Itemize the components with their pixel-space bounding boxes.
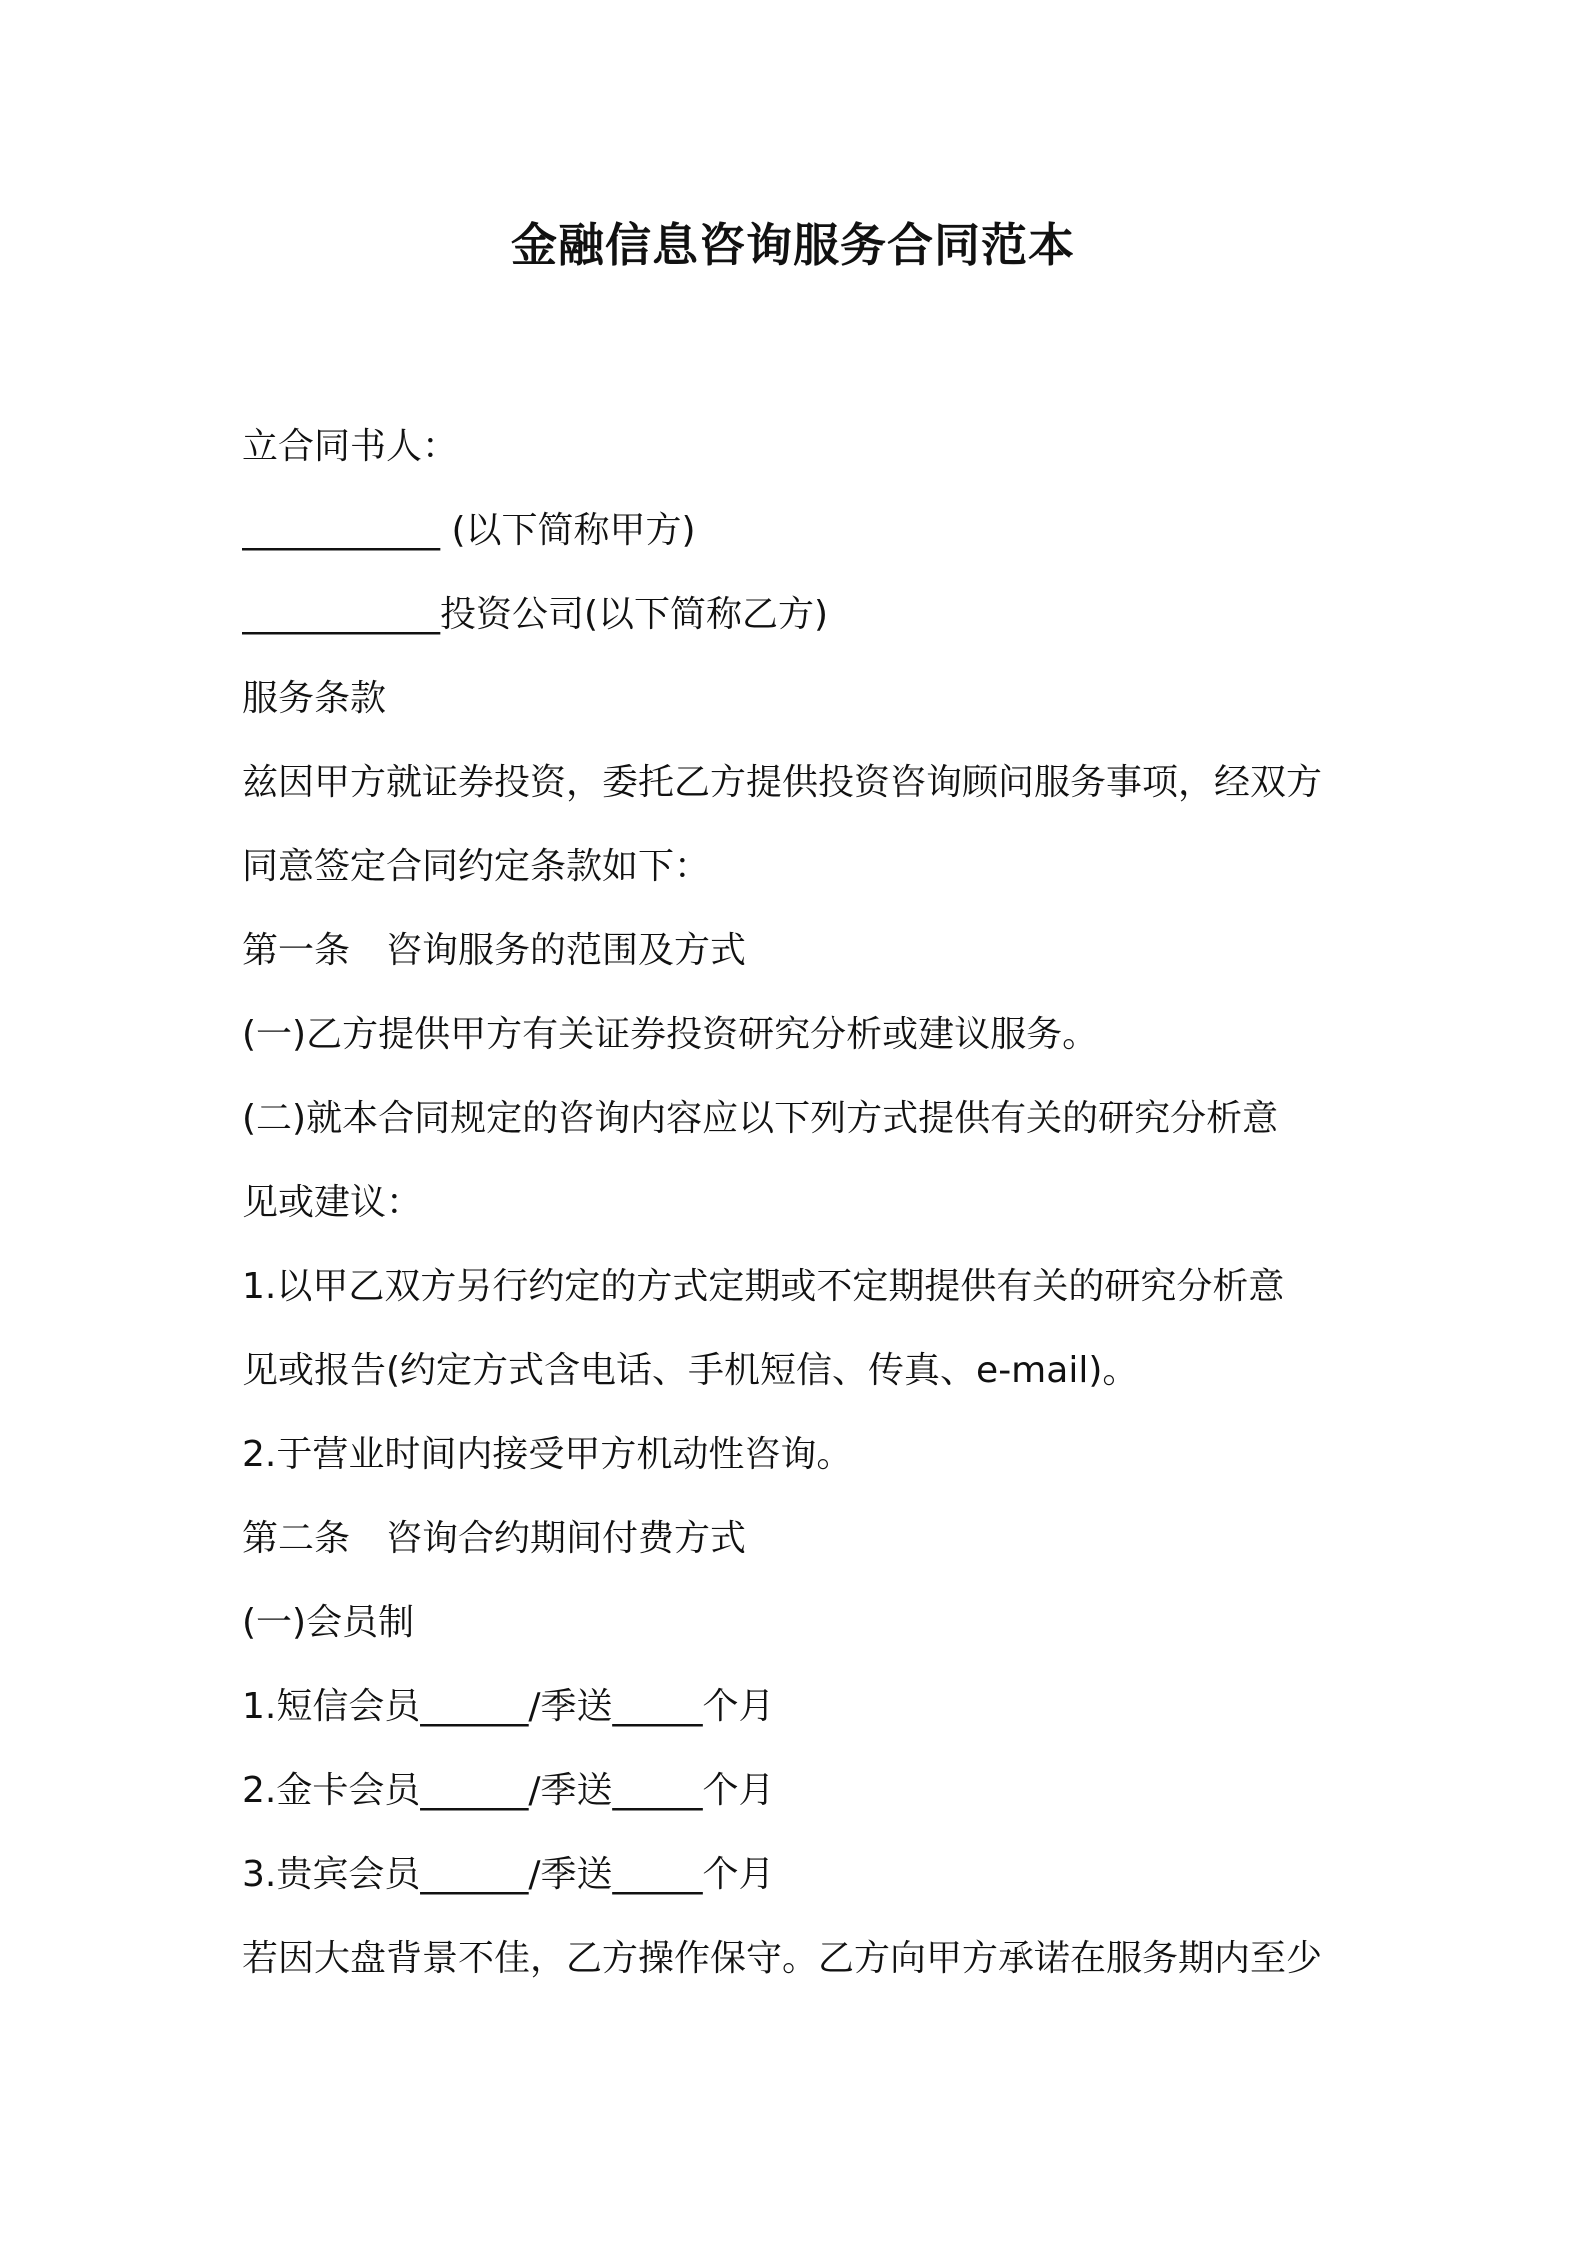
article-2-heading: 第二条 咨询合约期间付费方式 [242,1518,747,1559]
membership-gold: 2.金卡会员______/季送_____个月 [242,1770,775,1811]
article-1-item-1: (一)乙方提供甲方有关证券投资研究分析或建议服务。 [242,1014,1099,1055]
document-title: 金融信息咨询服务合同范本 [511,218,1075,272]
article-1-subitem-1-line-2: 见或报告(约定方式含电话、手机短信、传真、e-mail)。 [242,1350,1139,1391]
article-1-item-2-line-2: 见或建议： [242,1182,423,1223]
article-1-subitem-1-line-1: 1.以甲乙双方另行约定的方式定期或不定期提供有关的研究分析意 [242,1266,1285,1307]
article-1-item-2-line-1: (二)就本合同规定的咨询内容应以下列方式提供有关的研究分析意 [242,1098,1279,1139]
preamble-line-1: 兹因甲方就证券投资，委托乙方提供投资咨询顾问服务事项，经双方 [242,762,1323,803]
service-terms-heading: 服务条款 [242,678,387,719]
article-1-subitem-2: 2.于营业时间内接受甲方机动性咨询。 [242,1434,853,1475]
membership-vip: 3.贵宾会员______/季送_____个月 [242,1854,775,1895]
preamble-line-2: 同意签定合同约定条款如下： [242,846,711,887]
party-a-line: ___________ (以下简称甲方) [242,510,696,551]
membership-heading: (一)会员制 [242,1602,415,1643]
membership-sms: 1.短信会员______/季送_____个月 [242,1686,775,1727]
article-1-heading: 第一条 咨询服务的范围及方式 [242,930,747,971]
party-b-line: ___________投资公司(以下简称乙方) [242,594,829,635]
commitment-line: 若因大盘背景不佳，乙方操作保守。乙方向甲方承诺在服务期内至少 [242,1938,1323,1979]
party-heading: 立合同书人： [242,426,459,467]
document-body [242,405,1372,2001]
